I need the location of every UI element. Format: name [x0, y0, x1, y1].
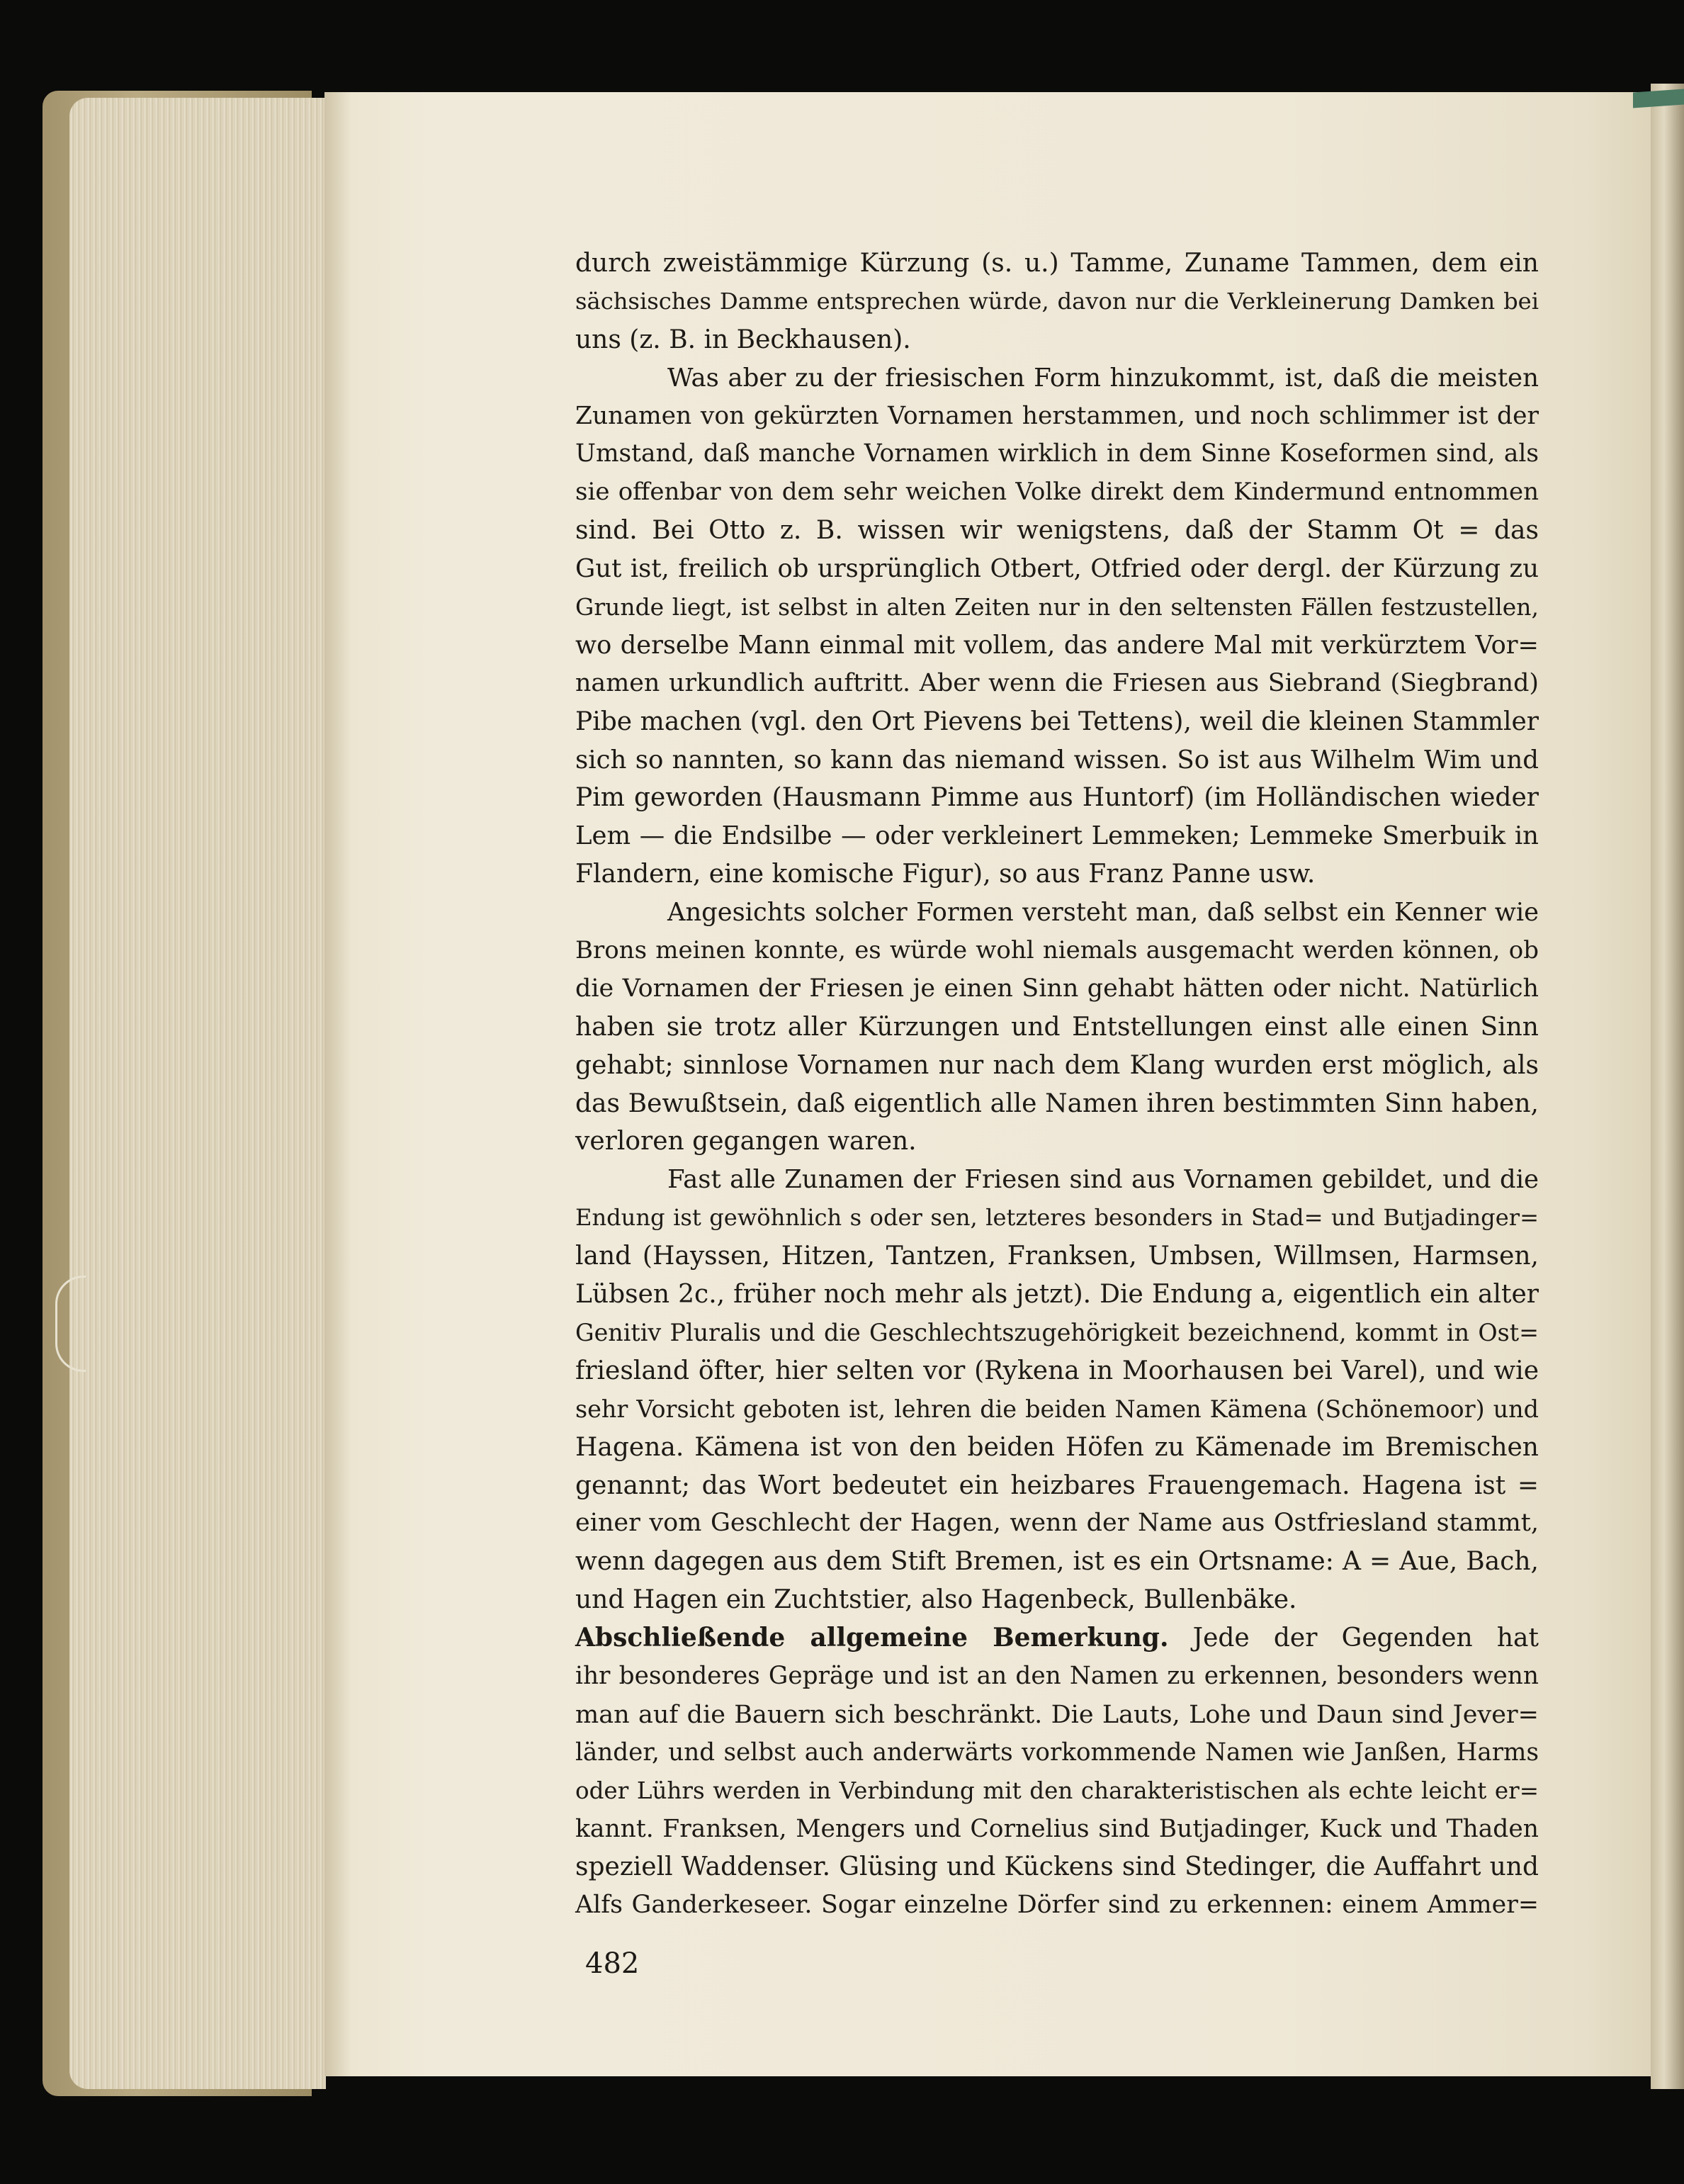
- text-line: Flandern, eine komische Figur), so aus Franz Panne usw.: [575, 860, 1316, 889]
- text-line: Pibe machen (vgl. den Ort Pievens bei Tettens), weil die kleinen Stammler: [575, 707, 1539, 736]
- section-heading-line: [575, 1619, 1539, 1657]
- binding-thread: [55, 1276, 86, 1372]
- text-line: Fast alle Zunamen der Friesen sind aus Vornamen gebildet, und die: [667, 1165, 1539, 1195]
- text-line: Lem — die Endsilbe — oder verkleinert Lemmeken; Lemmeke Smerbuik in: [575, 821, 1539, 851]
- text-line: sich so nannten, so kann das niemand wissen. So ist aus Wilhelm Wim und: [575, 745, 1539, 775]
- text-line: sie offenbar von dem sehr weichen Volke direkt dem Kindermund entnommen: [575, 478, 1539, 507]
- text-line: verloren gegangen waren.: [575, 1127, 917, 1156]
- text-line: Alfs Ganderkeseer. Sogar einzelne Dörfer sind zu erkennen: einem Ammer=: [575, 1891, 1539, 1920]
- text-line: sehr Vorsicht geboten ist, lehren die beiden Namen Kämena (Schönemoor) und: [575, 1395, 1539, 1423]
- text-line: land (Hayssen, Hitzen, Tantzen, Franksen, Umbsen, Willmsen, Harmsen,: [575, 1242, 1539, 1271]
- page-edges: [69, 98, 326, 2089]
- right-page-edge: [1651, 84, 1684, 2089]
- text-line: wo derselbe Mann einmal mit vollem, das andere Mal mit verkürztem Vor=: [575, 630, 1539, 660]
- text-line: sächsisches Damme entsprechen würde, davon nur die Verkleinerung Damken bei: [575, 287, 1539, 315]
- text-line: Endung ist gewöhnlich s oder sen, letzteres besonders in Stad= und Butjadinger=: [575, 1204, 1539, 1232]
- text-line: speziell Waddenser. Glüsing und Kückens sind Stedinger, die Auffahrt und: [575, 1852, 1539, 1882]
- section-heading: Abschließende allgemeine Bemerkung.: [575, 1623, 1169, 1653]
- text-line: Gut ist, freilich ob ursprünglich Otbert, Otfried oder dergl. der Kürzung zu: [575, 554, 1539, 584]
- text-line: ihr besonderes Gepräge und ist an den Namen zu erkennen, besonders wenn: [575, 1661, 1539, 1690]
- page-body-text: [575, 244, 1539, 1925]
- text-line: sind. Bei Otto z. B. wissen wir wenigstens, daß der Stamm Ot = das: [575, 516, 1539, 546]
- text-line: oder Lührs werden in Verbindung mit den charakteristischen als echte leicht er=: [575, 1777, 1539, 1804]
- text-line: genannt; das Wort bedeutet ein heizbares Frauengemach. Hagena ist =: [575, 1470, 1539, 1500]
- heading-line-text: Jede der Gegenden hat: [1168, 1623, 1539, 1653]
- text-line: uns (z. B. in Beckhausen).: [575, 325, 911, 354]
- text-line: wenn dagegen aus dem Stift Bremen, ist es ein Ortsname: A = Aue, Bach,: [575, 1547, 1539, 1577]
- text-line: einer vom Geschlecht der Hagen, wenn der Name aus Ostfriesland stammt,: [575, 1509, 1539, 1538]
- text-line: Grunde liegt, ist selbst in alten Zeiten nur in den seltensten Fällen festzustellen,: [575, 593, 1539, 621]
- text-line: Hagena. Kämena ist von den beiden Höfen zu Kämenade im Bremischen: [575, 1432, 1539, 1462]
- text-line: man auf die Bauern sich beschränkt. Die Lauts, Lohe und Daun sind Jever=: [575, 1699, 1539, 1729]
- text-line: kannt. Franksen, Mengers und Cornelius sind Butjadinger, Kuck und Thaden: [575, 1814, 1539, 1843]
- text-line: friesland öfter, hier selten vor (Rykena in Moorhausen bei Varel), und wie: [575, 1356, 1539, 1385]
- text-line: Angesichts solcher Formen versteht man, daß selbst ein Kenner wie: [667, 898, 1539, 928]
- text-line: länder, und selbst auch anderwärts vorkommende Namen wie Janßen, Harms: [575, 1738, 1539, 1767]
- page-number: 482: [585, 1947, 640, 1980]
- text-line: Was aber zu der friesischen Form hinzukommt, ist, daß die meisten: [667, 363, 1539, 393]
- text-line: die Vornamen der Friesen je einen Sinn gehabt hätten oder nicht. Natürlich: [575, 974, 1539, 1003]
- text-line: das Bewußtsein, daß eigentlich alle Namen ihren bestimmten Sinn haben,: [575, 1088, 1539, 1118]
- text-line: Umstand, daß manche Vornamen wirklich in dem Sinne Koseformen sind, als: [575, 439, 1539, 468]
- text-line: Lübsen 2c., früher noch mehr als jetzt). Die Endung a, eigentlich ein alter: [575, 1280, 1539, 1310]
- text-line: gehabt; sinnlose Vornamen nur nach dem Klang wurden erst möglich, als: [575, 1050, 1539, 1080]
- text-line: haben sie trotz aller Kürzungen und Entstellungen einst alle einen Sinn: [575, 1012, 1539, 1042]
- text-line: Brons meinen konnte, es würde wohl niemals ausgemacht werden können, ob: [575, 936, 1539, 965]
- text-line: und Hagen ein Zuchtstier, also Hagenbeck, Bullenbäke.: [575, 1585, 1297, 1615]
- text-line: Pim geworden (Hausmann Pimme aus Huntorf) (im Holländischen wieder: [575, 783, 1539, 813]
- text-line: Genitiv Pluralis und die Geschlechtszugehörigkeit bezeichnend, kommt in Ost=: [575, 1318, 1539, 1346]
- text-line: namen urkundlich auftritt. Aber wenn die Friesen aus Siebrand (Siegbrand): [575, 668, 1539, 697]
- text-line: Zunamen von gekürzten Vornamen herstammen, und noch schlimmer ist der: [575, 401, 1539, 430]
- text-line: durch zweistämmige Kürzung (s. u.) Tamme, Zuname Tammen, dem ein: [575, 249, 1539, 278]
